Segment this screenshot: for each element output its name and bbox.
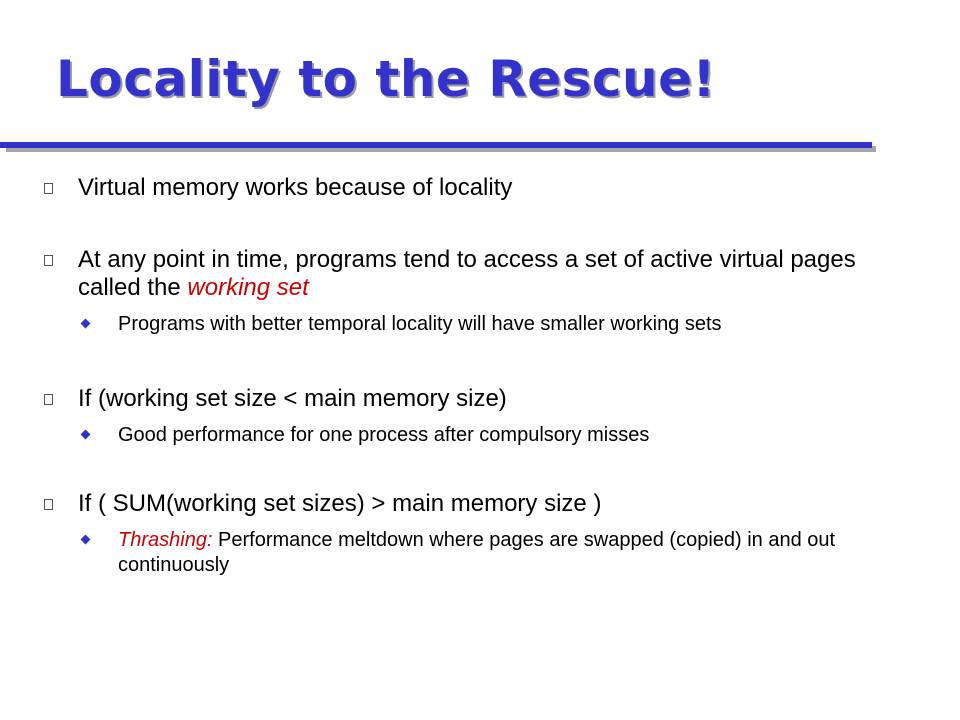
- bullet-text-run: If (working set size < main memory size): [78, 385, 507, 412]
- slide-title: Locality to the Rescue!: [56, 50, 716, 108]
- diamond-bullet-icon: [81, 319, 91, 329]
- sub-bullet-text-run: Programs with better temporal locality will have smaller working sets: [118, 313, 722, 335]
- bullet-item: [42, 246, 902, 302]
- emphasis-text-run: working set: [187, 274, 309, 301]
- hollow-square-bullet-icon: [44, 499, 53, 510]
- diamond-bullet-icon: [81, 535, 91, 545]
- diamond-bullet-icon: [81, 430, 91, 440]
- bullet-item: [42, 385, 902, 413]
- sub-bullet-text-run: Good performance for one process after compulsory misses: [118, 424, 650, 446]
- hollow-square-bullet-icon: [44, 394, 53, 405]
- bullet-text-run: If ( SUM(working set sizes) > main memory size ): [78, 490, 602, 517]
- bullet-text-run: At any point in time, programs tend to access a set of active virtual pages called the: [78, 246, 856, 301]
- hollow-square-bullet-icon: [44, 255, 53, 266]
- title-rule: [0, 142, 872, 148]
- sub-bullet-item: [78, 528, 902, 578]
- bullet-item: [42, 174, 902, 202]
- sub-bullet-item: [78, 423, 902, 448]
- hollow-square-bullet-icon: [44, 183, 53, 194]
- emphasis-text-run: Thrashing:: [118, 529, 213, 551]
- bullet-list: [42, 174, 902, 578]
- bullet-item: [42, 490, 902, 518]
- sub-bullet-text-run: Performance meltdown where pages are swapped (copied) in and out continuously: [118, 529, 836, 576]
- bullet-text-run: Virtual memory works because of locality: [78, 174, 513, 201]
- sub-bullet-item: [78, 312, 902, 337]
